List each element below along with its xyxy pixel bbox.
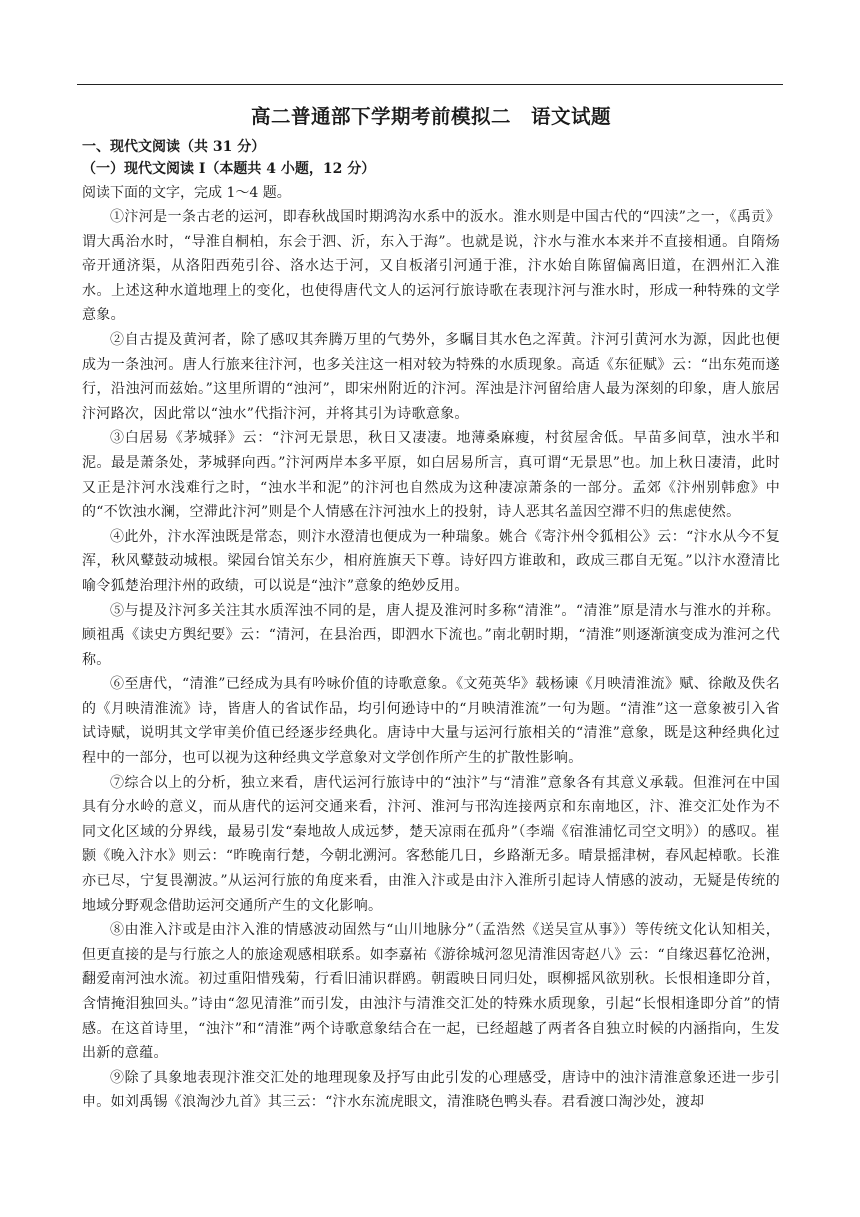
paragraph-7: ⑦综合以上的分析，独立来看，唐代运河行旅诗中的“浊汴”与“清淮”意象各有其意义承载。但淮河在中国具有分水岭的意义，而从唐代的运河交通来看，汴河、淮河与邗沟连接两京和东南地区，汴、淮交汇处作为不同文化区域的分界线，最易引发“秦地故人成远梦，楚天凉雨在孤舟”（李端《宿淮浦忆司空文明》）的感叹。崔颢《晚入汴水》则云：“昨晚南行楚，今朝北溯河。客愁能几日，乡路渐无多。晴景摇津树，春风起棹歌。长淮亦已尽，宁复畏潮波。”从运河行旅的角度来看，由淮入汴或是由汴入淮所引起诗人情感的波动，无疑是传统的地域分野观念借助运河交通所产生的文化影响。: [82, 774, 780, 914]
paragraph-8: ⑧由淮入汴或是由汴入淮的情感波动固然与“山川地脉分”（孟浩然《送吴宣从事》）等传统文化认知相关，但更直接的是与行旅之人的旅途观感相联系。如李嘉祐《游徐城河忽见清淮因寄赵八》云：“自缘迟暮忆沧洲，翻爱南河浊水流。初过重阳惜残菊，行看旧浦识群鸥。朝霞映日同归处，暝柳摇风欲别秋。长恨相逢即分首，含情掩泪独回头。”诗由“忽见清淮”而引发，由浊汴与清淮交汇处的特殊水质现象，引起“长恨相逢即分首”的情感。在这首诗里，“浊汴”和“清淮”两个诗歌意象结合在一起，已经超越了两者各自独立时候的内涵指向，生发出新的意蕴。: [82, 922, 780, 1062]
section-heading: 一、现代文阅读（共 31 分）: [82, 139, 266, 155]
paragraph-2: ②自古提及黄河者，除了感叹其奔腾万里的气势外，多瞩目其水色之浑黄。汴河引黄河水为源，因此也便成为一条浊河。唐人行旅来往汴河，也多关注这一相对较为特殊的水质现象。高适《东征赋》云：“出东苑而遂行，沿浊河而兹始。”这里所谓的“浊河”，即宋州附近的汴河。浑浊是汴河留给唐人最为深刻的印象，唐人旅居汴河路次，因此常以“浊水”代指汴河，并将其引为诗歌意象。: [82, 331, 780, 422]
paragraph-9: ⑨除了具象地表现汴淮交汇处的地理现象及抒写由此引发的心理感受，唐诗中的浊汴清淮意象还进一步引申。如刘禹锡《浪淘沙九首》其三云：“汴水东流虎眼文，清淮晓色鸭头春。君看渡口淘沙处，渡却: [82, 1069, 780, 1111]
page-title: 高二普通部下学期考前模拟二 语文试题: [250, 105, 611, 128]
paragraph-1: ①汴河是一条古老的运河，即春秋战国时期鸿沟水系中的汳水。淮水则是中国古代的“四渎”之一，《禹贡》谓大禹治水时，“导淮自桐柏，东会于泗、沂，东入于海”。也就是说，汴水与淮水本来并不直接相通。自隋炀帝开通济渠，从洛阳西苑引谷、洛水达于河，又自板渚引河通于淮，汴水始自陈留偏离旧道，在泗州汇入淮水。上述这种水道地理上的变化，也使得唐代文人的运河行旅诗歌在表现汴河与淮水时，形成一种特殊的文学意象。: [82, 209, 780, 324]
paragraph-3: ③白居易《茅城驿》云：“汴河无景思，秋日又凄凄。地薄桑麻瘦，村贫屋舍低。早苗多间草，浊水半和泥。最是萧条处，茅城驿向西。”汴河两岸本多平原，如白居易所言，真可谓“无景思”也。加上秋日凄清，此时又正是汴河水浅难行之时，“浊水半和泥”的汴河也自然成为这种凄凉萧条的一部分。孟郊《汴州别韩愈》中的“不饮浊水澜，空滞此汴河”则是个人情感在汴河浊水上的投射，诗人恶其名盖因空滞不归的焦虑使然。: [82, 430, 780, 521]
paragraph-4: ④此外，汴水浑浊既是常态，则汴水澄清也便成为一种瑞象。姚合《寄汴州令狐相公》云：“汴水从今不复浑，秋风鼙鼓动城根。梁园台馆关东少，相府旌旗天下尊。诗好四方谁敢和，政成三郡自无冤。”以汴水澄清比喻令狐楚治理汴州的政绩，可以说是“浊汴”意象的绝妙反用。: [82, 528, 780, 594]
header-rule: [77, 84, 783, 85]
paragraph-5: ⑤与提及汴河多关注其水质浑浊不同的是，唐人提及淮河时多称“清淮”。“清淮”原是清水与淮水的并称。顾祖禹《读史方舆纪要》云：“清河，在县治西，即泗水下流也。”南北朝时期，“清淮”则逐渐演变成为淮河之代称。: [82, 602, 780, 668]
document-body: [82, 100, 780, 1115]
paragraph-6: ⑥至唐代，“清淮”已经成为具有吟咏价值的诗歌意象。《文苑英华》载杨谏《月映清淮流》赋、徐敞及佚名的《月映清淮流》诗，皆唐人的省试作品，均引何逊诗中的“月映清淮流”一句为题。“清淮”这一意象被引入省试诗赋，说明其文学审美价值已经逐步经典化。唐诗中大量与运河行旅相关的“清淮”意象，既是这种经典化过程中的一部分，也可以视为这种经典文学意象对文学创作所产生的扩散性影响。: [82, 676, 780, 767]
subsection-heading: （一）现代文阅读 I（本题共 4 小题，12 分）: [82, 161, 376, 177]
instruction-text: 阅读下面的文字，完成 1～4 题。: [82, 185, 291, 201]
